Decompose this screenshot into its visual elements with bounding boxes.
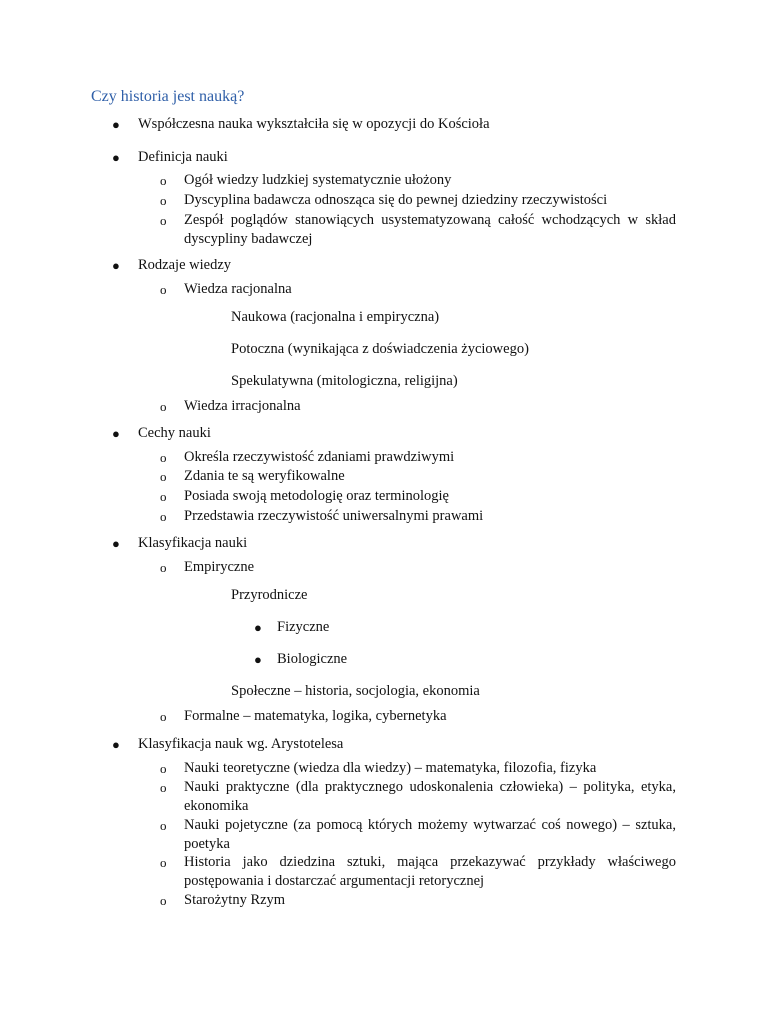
bullet-dot-icon: ● — [112, 536, 120, 551]
list-item: Zespół poglądów stanowiących usystematyzowaną całość wchodzących w skład dyscypliny badawczej — [184, 212, 676, 247]
list-item: Rodzaje wiedzy — [138, 257, 232, 273]
list-item: Wiedza irracjonalna — [184, 398, 301, 414]
bullet-circle-icon: o — [160, 450, 167, 465]
bullet-circle-icon: o — [160, 173, 167, 188]
bullet-circle-icon: o — [160, 780, 167, 795]
bullet-circle-icon: o — [160, 399, 167, 414]
list-item: Określa rzeczywistość zdaniami prawdziwymi — [184, 449, 455, 465]
list-item: Klasyfikacja nauk wg. Arystotelesa — [138, 736, 344, 752]
list-item: Fizyczne — [277, 619, 330, 635]
bullet-dot-icon: ● — [254, 620, 262, 635]
list-item: Historia jako dziedzina sztuki, mająca przekazywać przykłady właściwego postępowania i dostarczać argumentacji retorycznej — [184, 854, 676, 889]
list-item: Potoczna (wynikająca z doświadczenia życiowego) — [231, 341, 529, 357]
bullet-circle-icon: o — [160, 818, 167, 833]
bullet-circle-icon: o — [160, 560, 167, 575]
list-item: Biologiczne — [277, 651, 348, 667]
list-item: Naukowa (racjonalna i empiryczna) — [231, 309, 440, 325]
bullet-circle-icon: o — [160, 893, 167, 908]
bullet-circle-icon: o — [160, 509, 167, 524]
bullet-dot-icon: ● — [112, 426, 120, 441]
list-item: Społeczne – historia, socjologia, ekonomia — [231, 683, 480, 699]
bullet-circle-icon: o — [160, 282, 167, 297]
list-item: Nauki teoretyczne (wiedza dla wiedzy) – matematyka, filozofia, fizyka — [184, 760, 597, 776]
list-item: Współczesna nauka wykształciła się w opozycji do Kościoła — [138, 116, 490, 132]
bullet-dot-icon: ● — [112, 737, 120, 752]
list-item: Nauki pojetyczne (za pomocą których możemy wytwarzać coś nowego) – sztuka, poetyka — [184, 817, 676, 852]
bullet-dot-icon: ● — [254, 652, 262, 667]
list-item: Dyscyplina badawcza odnosząca się do pewnej dziedziny rzeczywistości — [184, 192, 608, 208]
list-item: Wiedza racjonalna — [184, 281, 292, 297]
bullet-dot-icon: ● — [112, 150, 120, 165]
list-item: Posiada swoją metodologię oraz terminologię — [184, 488, 449, 504]
list-item: Nauki praktyczne (dla praktycznego udoskonalenia człowieka) – polityka, etyka, ekonomika — [184, 779, 676, 814]
list-item: Empiryczne — [184, 559, 255, 575]
bullet-circle-icon: o — [160, 489, 167, 504]
bullet-dot-icon: ● — [112, 258, 120, 273]
list-item: Starożytny Rzym — [184, 892, 286, 908]
list-item: Przedstawia rzeczywistość uniwersalnymi prawami — [184, 508, 484, 524]
bullet-circle-icon: o — [160, 855, 167, 870]
list-item: Przyrodnicze — [231, 587, 308, 603]
bullet-circle-icon: o — [160, 761, 167, 776]
list-item: Zdania te są weryfikowalne — [184, 468, 345, 484]
list-item: Ogół wiedzy ludzkiej systematycznie ułożony — [184, 172, 452, 188]
bullet-circle-icon: o — [160, 469, 167, 484]
bullet-circle-icon: o — [160, 213, 167, 228]
list-item: Cechy nauki — [138, 425, 211, 441]
list-item: Klasyfikacja nauki — [138, 535, 248, 551]
page-title: Czy historia jest nauką? — [91, 88, 245, 105]
list-item: Formalne – matematyka, logika, cybernetyka — [184, 708, 447, 724]
list-item: Spekulatywna (mitologiczna, religijna) — [231, 373, 458, 389]
bullet-dot-icon: ● — [112, 117, 120, 132]
bullet-circle-icon: o — [160, 709, 167, 724]
bullet-circle-icon: o — [160, 193, 167, 208]
list-item: Definicja nauki — [138, 149, 228, 165]
